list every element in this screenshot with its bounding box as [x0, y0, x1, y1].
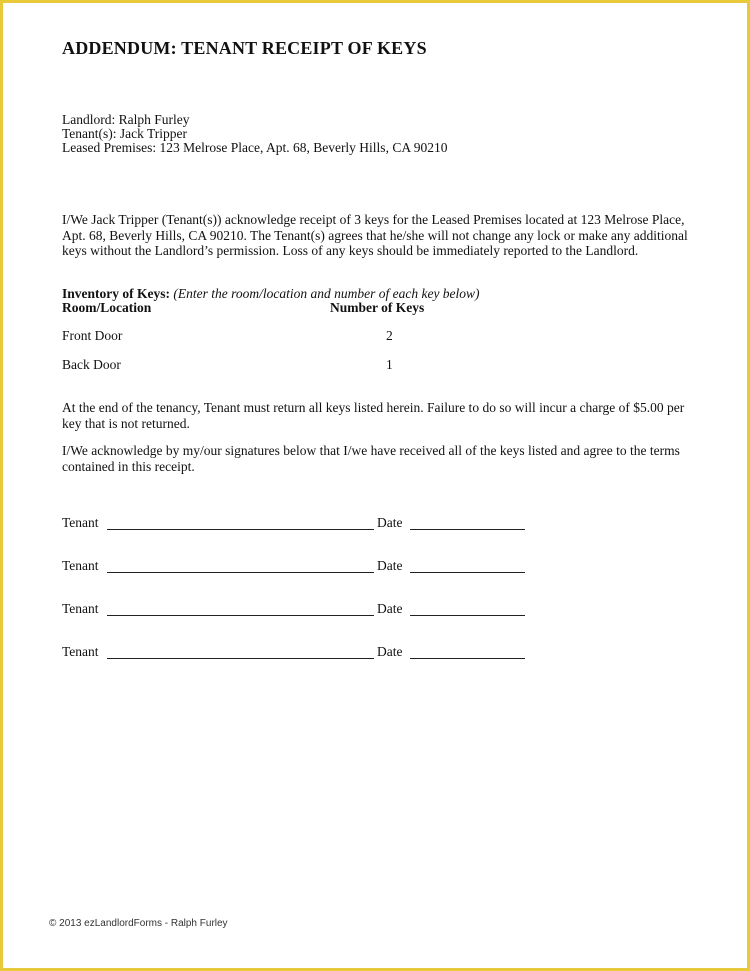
key-row-location: Back Door [62, 357, 121, 372]
copyright-footer: © 2013 ezLandlordForms - Ralph Furley [49, 918, 228, 929]
return-paragraph: At the end of the tenancy, Tenant must return all keys listed herein. Failure to do so will incur a charge of $5.00 per key that is not returned. [62, 400, 685, 431]
acknowledge-paragraph: I/We acknowledge by my/our signatures below that I/we have received all of the keys listed and agree to the terms contained in this receipt. [62, 443, 680, 474]
date-signature-line[interactable] [410, 572, 525, 573]
tenant-signature-line[interactable] [107, 615, 374, 616]
tenant-signature-line[interactable] [107, 572, 374, 573]
intro-paragraph: I/We Jack Tripper (Tenant(s)) acknowledge receipt of 3 keys for the Leased Premises located at 123 Melrose Place, Apt. 68, Beverly Hills, CA 90210. The Tenant(s) agrees that he/she will not change any lock or make any additional keys without the Landlord’s permission. Loss of any keys should be immediately reported to the Landlord. [62, 212, 688, 258]
date-label: Date [377, 601, 403, 616]
inventory-heading: Inventory of Keys: [62, 286, 170, 301]
date-label: Date [377, 558, 403, 573]
tenant-signature-line[interactable] [107, 658, 374, 659]
tenant-label: Tenant [62, 644, 99, 659]
tenant-label: Tenant [62, 601, 99, 616]
key-row-count: 2 [386, 328, 393, 343]
column-header-location: Room/Location [62, 300, 152, 315]
premises-line: Leased Premises: 123 Melrose Place, Apt. 68, Beverly Hills, CA 90210 [62, 140, 448, 155]
date-signature-line[interactable] [410, 658, 525, 659]
landlord-line: Landlord: Ralph Furley [62, 112, 190, 127]
column-header-count: Number of Keys [330, 300, 425, 315]
tenant-label: Tenant [62, 558, 99, 573]
date-signature-line[interactable] [410, 529, 525, 530]
date-label: Date [377, 644, 403, 659]
tenant-label: Tenant [62, 515, 99, 530]
inventory-instruction: (Enter the room/location and number of each key below) [173, 286, 480, 301]
key-row-location: Front Door [62, 328, 123, 343]
tenants-line: Tenant(s): Jack Tripper [62, 126, 188, 141]
key-row-count: 1 [386, 357, 393, 372]
date-signature-line[interactable] [410, 615, 525, 616]
tenant-signature-line[interactable] [107, 529, 374, 530]
document-title: ADDENDUM: TENANT RECEIPT OF KEYS [62, 38, 427, 58]
date-label: Date [377, 515, 403, 530]
